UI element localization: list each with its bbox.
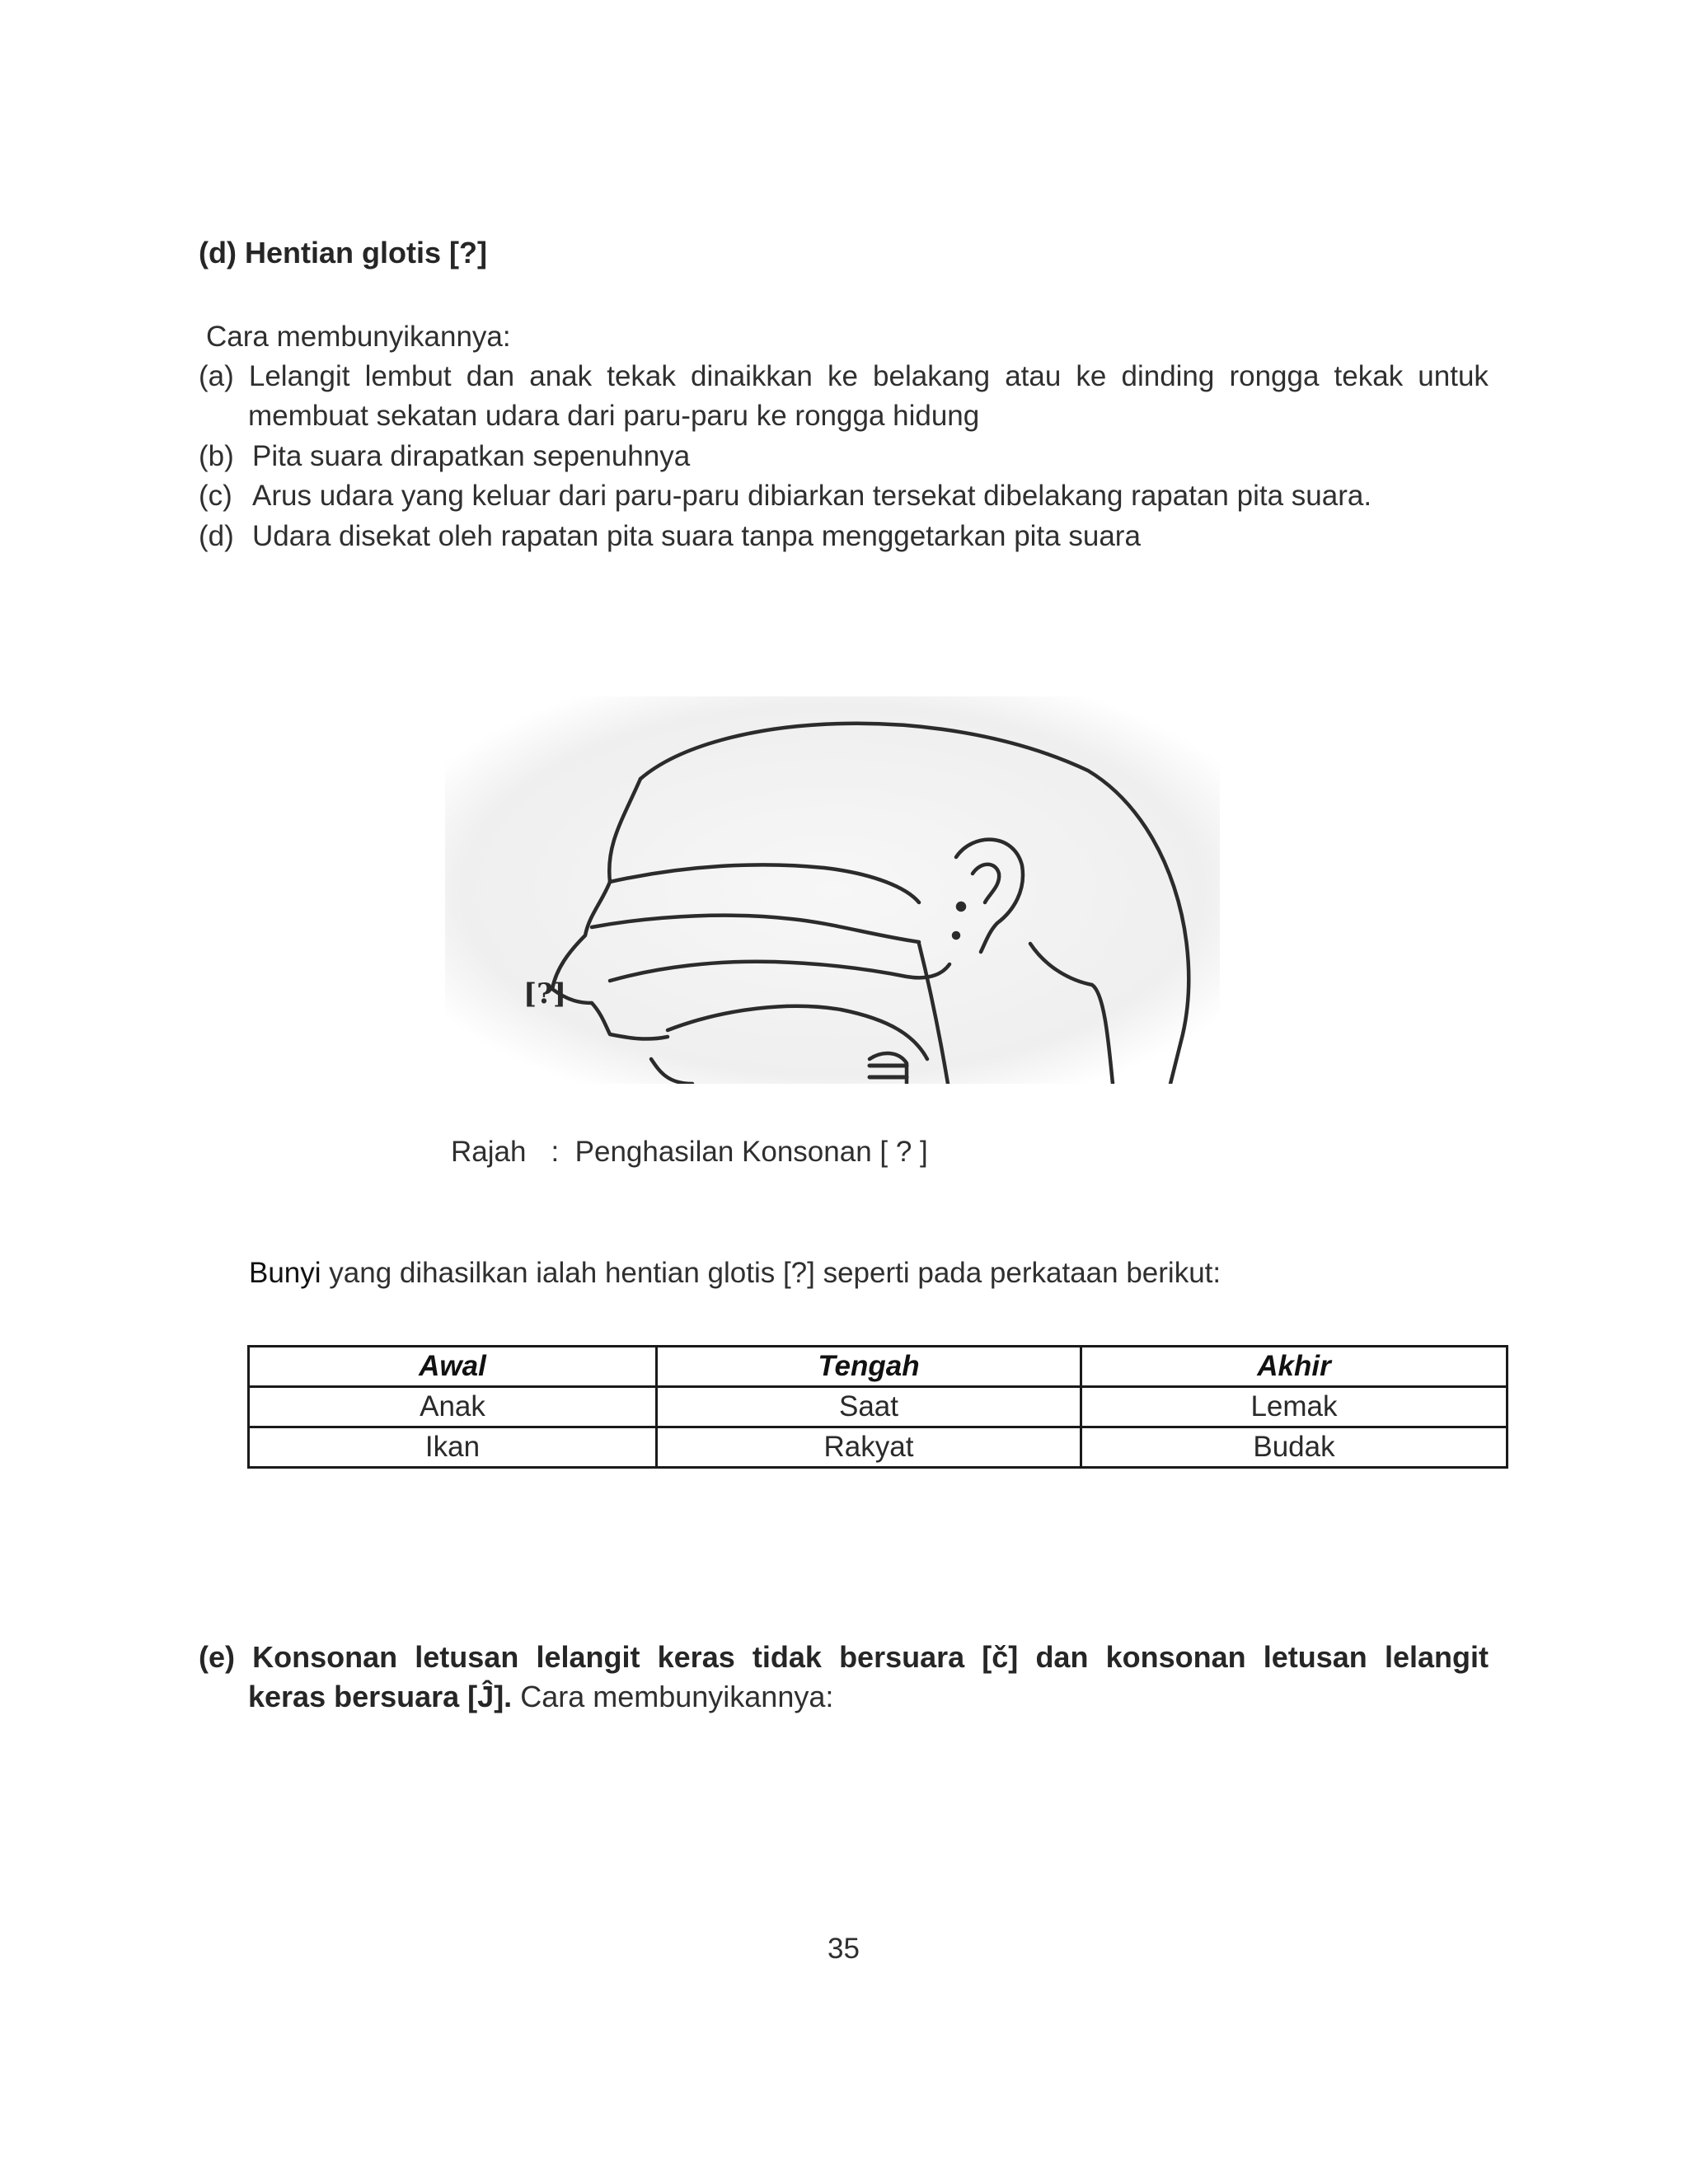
figure-caption	[451, 1132, 928, 1172]
header-tengah: Tengah	[657, 1347, 1081, 1387]
ear-dot	[954, 933, 959, 938]
method-intro: Cara membunyikannya:	[206, 321, 511, 353]
step-a-line2: membuat sekatan udara dari paru-paru ke rongga hidung	[248, 400, 980, 432]
step-a-word: dinding	[1121, 360, 1215, 392]
section-e-word: lelangit	[1384, 1640, 1489, 1674]
header-akhir: Akhir	[1081, 1347, 1507, 1387]
section-e-word: dan	[1035, 1640, 1089, 1674]
step-d-label: (d)	[199, 520, 234, 552]
table-row	[249, 1427, 1507, 1468]
step-b	[199, 437, 690, 476]
step-a	[199, 357, 1489, 436]
section-e-word: konsonan	[1105, 1640, 1246, 1674]
table-cell: Budak	[1081, 1427, 1507, 1468]
step-a-word: dan	[466, 360, 515, 392]
table-cell: Anak	[249, 1387, 657, 1427]
section-e-line2-rest: Cara membunyikannya:	[512, 1680, 834, 1713]
step-b-label: (b)	[199, 440, 234, 472]
section-e-word: letusan	[1263, 1640, 1367, 1674]
step-a-word: atau	[1005, 360, 1062, 392]
section-e-word: [č]	[982, 1640, 1019, 1674]
step-a-word: tekak	[1334, 360, 1404, 392]
section-e-word: Konsonan	[252, 1640, 398, 1674]
step-a-word: ke	[1076, 360, 1107, 392]
step-d-text: Udara disekat oleh rapatan pita suara tanpa menggetarkan pita suara	[252, 520, 1141, 552]
section-e-line2-bold: keras bersuara [Ĵ].	[248, 1680, 513, 1713]
section-e-line2	[199, 1677, 1489, 1717]
step-a-word: dinaikkan	[690, 360, 813, 392]
header-awal: Awal	[249, 1347, 657, 1387]
result-rest: yang dihasilkan ialah hentian glotis [?] seperti pada perkataan berikut:	[321, 1257, 1221, 1289]
step-c-text: Arus udara yang keluar dari paru-paru dibiarkan tersekat dibelakang rapatan pita suara.	[252, 480, 1372, 512]
diagram-background	[445, 696, 1220, 1084]
table-header-row	[249, 1347, 1507, 1387]
caption-separator: :	[551, 1136, 560, 1168]
section-e-word: lelangit	[536, 1640, 640, 1674]
section-e-label: (e)	[199, 1640, 235, 1674]
step-a-word: ke	[827, 360, 858, 392]
table-cell: Rakyat	[657, 1427, 1081, 1468]
step-a-word: rongga	[1229, 360, 1320, 392]
section-e-heading	[199, 1638, 1489, 1717]
table-cell: Lemak	[1081, 1387, 1507, 1427]
section-e-line1	[199, 1638, 1489, 1677]
step-a-word: anak	[529, 360, 593, 392]
example-words-table	[247, 1345, 1508, 1469]
step-a-word: Lelangit	[248, 360, 350, 392]
table-row	[249, 1387, 1507, 1427]
result-lead: Bunyi	[249, 1257, 321, 1289]
section-e-word: tidak	[752, 1640, 822, 1674]
glottal-stop-label: [?]	[523, 977, 567, 1010]
step-c-label: (c)	[199, 480, 232, 512]
section-e-word: letusan	[415, 1640, 519, 1674]
table-cell: Ikan	[249, 1427, 657, 1468]
result-sentence	[249, 1254, 1221, 1293]
section-e-word: keras	[657, 1640, 735, 1674]
step-a-line1	[199, 357, 1489, 396]
step-c	[199, 476, 1372, 516]
step-a-word: lembut	[364, 360, 452, 392]
caption-text: Penghasilan Konsonan [ ? ]	[574, 1136, 928, 1168]
step-d	[199, 517, 1141, 556]
step-a-word: untuk	[1418, 360, 1489, 392]
step-a-word: belakang	[873, 360, 991, 392]
caption-prefix: Rajah	[451, 1136, 527, 1168]
section-e-word: bersuara	[839, 1640, 965, 1674]
step-a-label: (a)	[199, 360, 234, 392]
page-number: 35	[828, 1933, 860, 1965]
ear-dot	[958, 903, 964, 910]
section-d-heading: (d) Hentian glotis [?]	[199, 236, 487, 269]
head-cross-section-diagram	[445, 696, 1220, 1084]
step-b-text: Pita suara dirapatkan sepenuhnya	[252, 440, 691, 472]
step-a-word: tekak	[607, 360, 676, 392]
table-cell: Saat	[657, 1387, 1081, 1427]
